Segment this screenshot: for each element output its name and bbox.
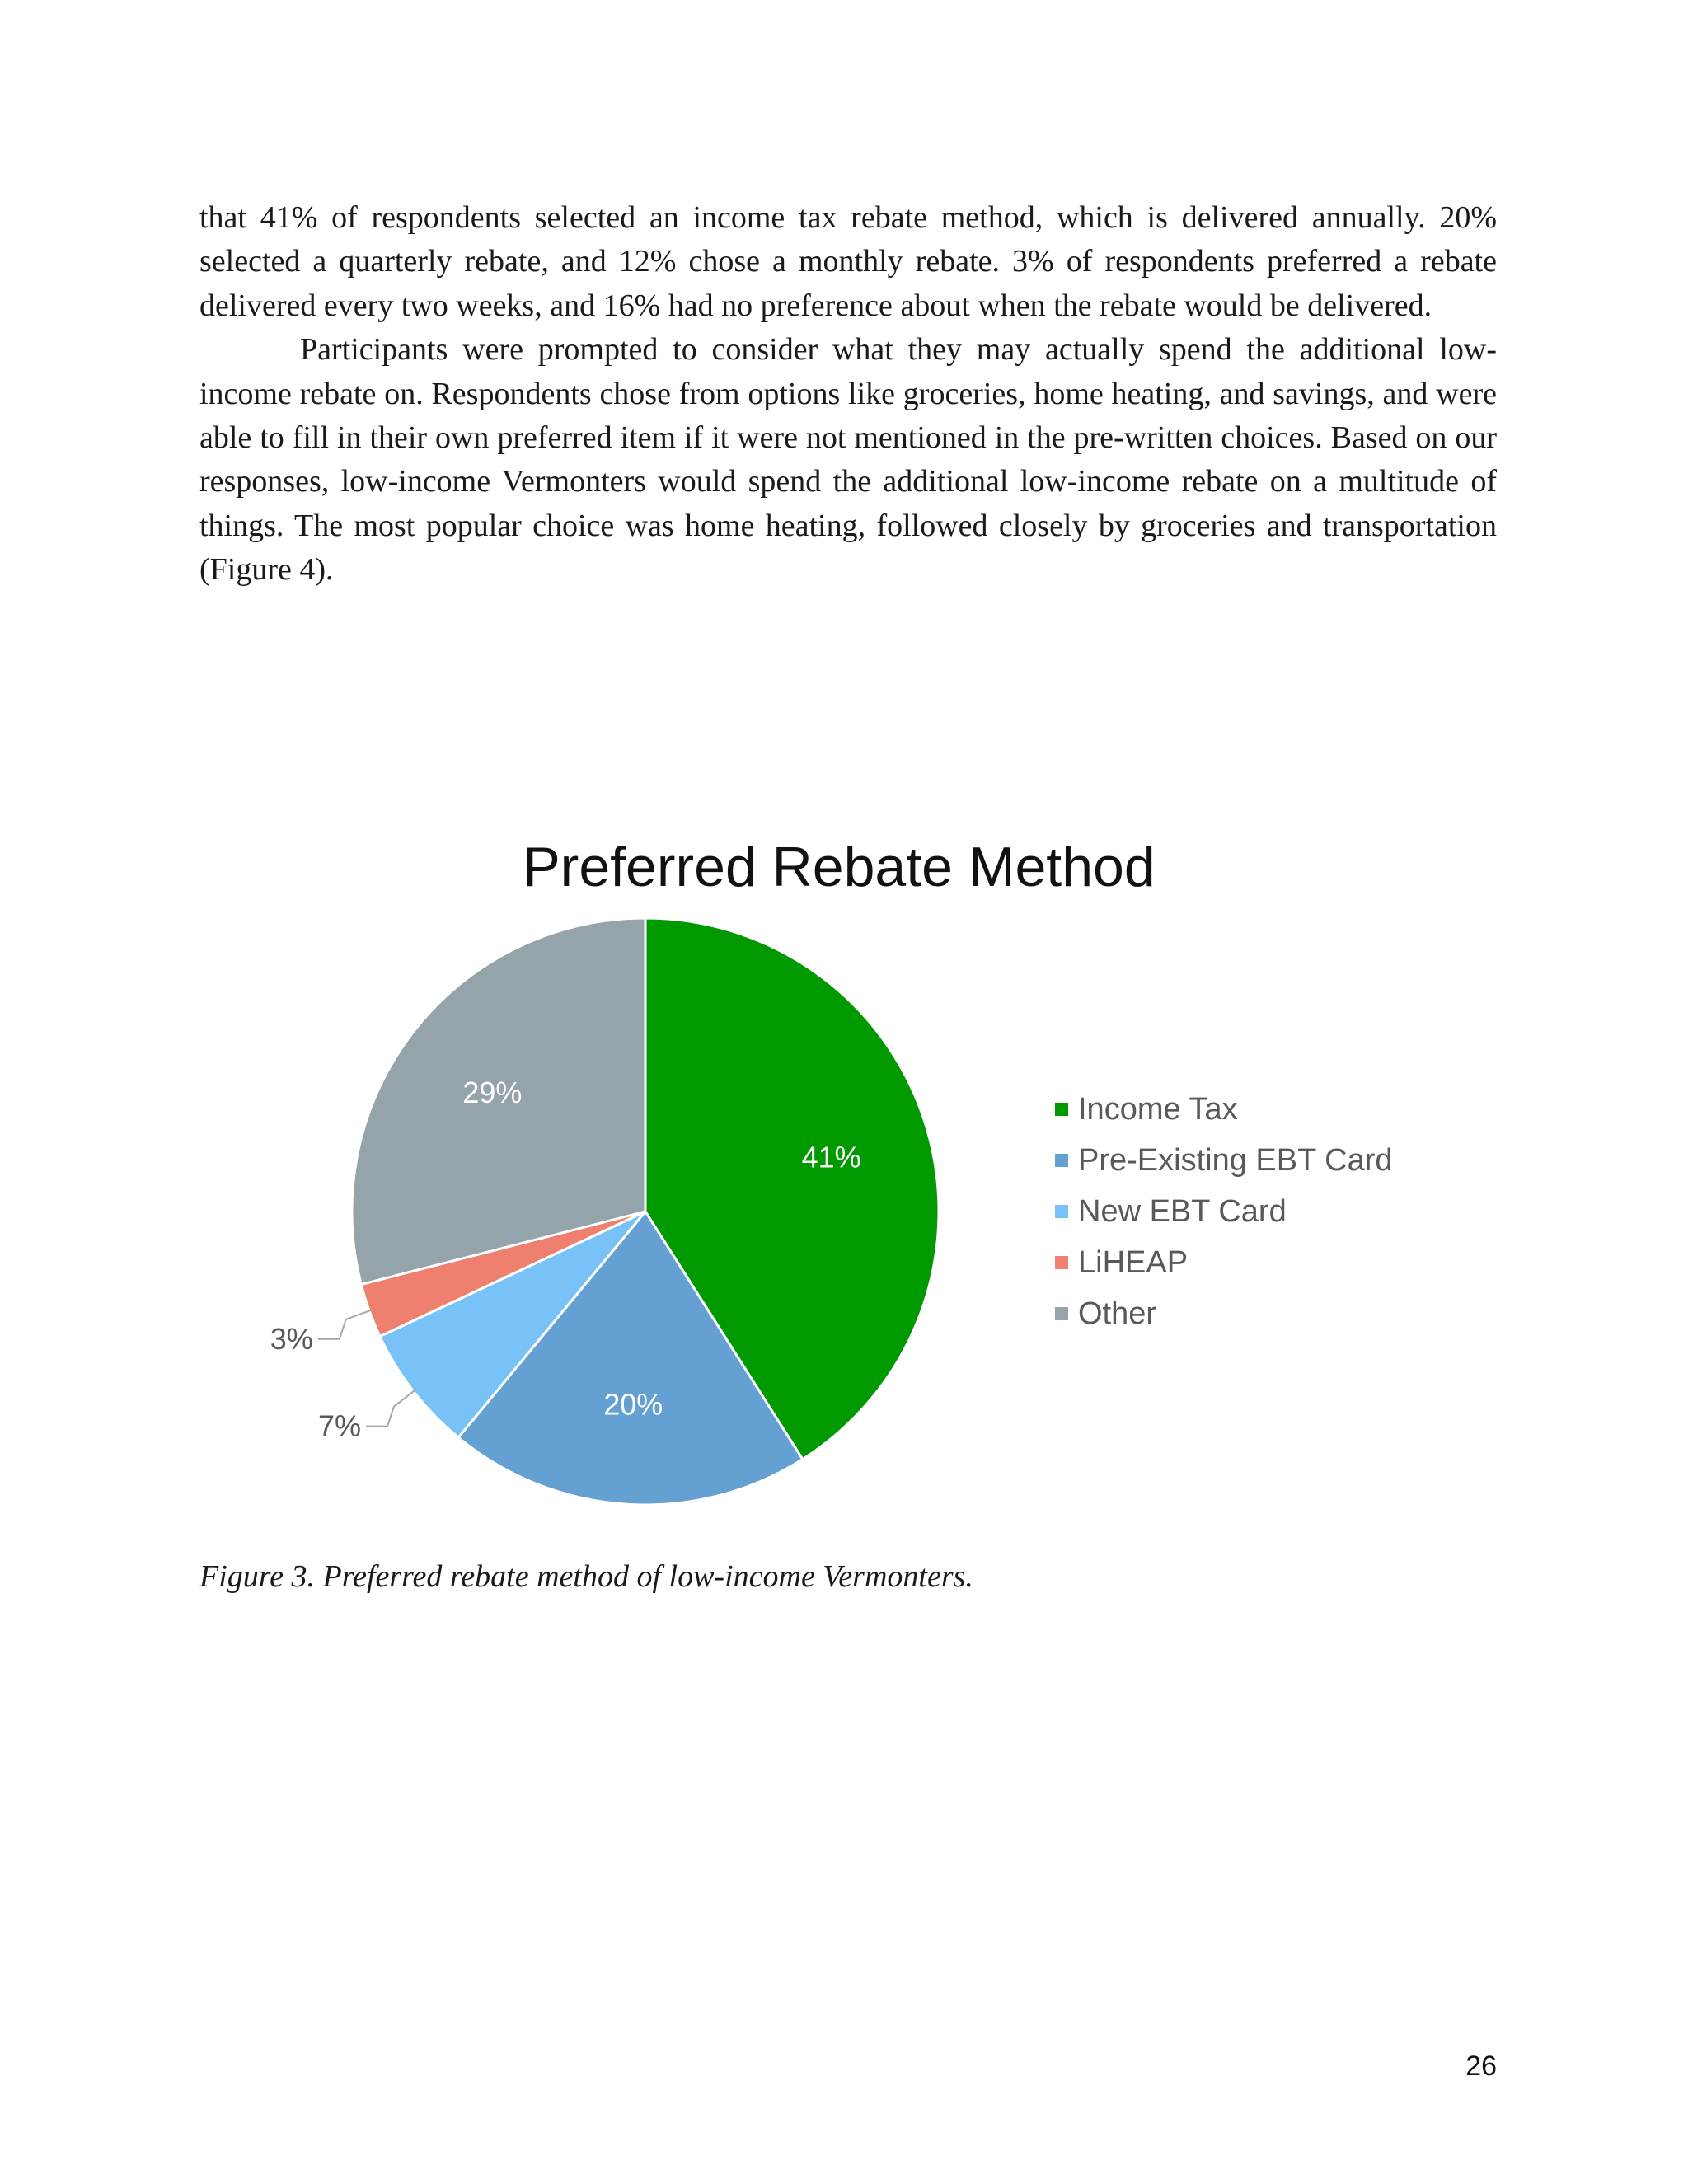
legend-label-new-ebt-card: New EBT Card (1078, 1194, 1287, 1229)
pie-chart-svg (247, 816, 1484, 1541)
legend (1055, 1092, 1393, 1331)
legend-label-pre-existing-ebt-card: Pre-Existing EBT Card (1078, 1143, 1393, 1178)
slice-label-other: 29% (462, 1075, 523, 1109)
legend-swatch-income-tax (1055, 1103, 1068, 1116)
chart-title: Preferred Rebate Method (523, 836, 1156, 898)
pie-chart (247, 816, 1484, 1541)
legend-label-income-tax: Income Tax (1078, 1092, 1238, 1127)
legend-swatch-liheap (1055, 1256, 1068, 1269)
legend-swatch-other (1055, 1307, 1068, 1320)
legend-swatch-new-ebt-card (1055, 1205, 1068, 1218)
legend-label-other: Other (1078, 1296, 1157, 1331)
legend-swatch-pre-existing-ebt-card (1055, 1154, 1068, 1167)
slice-label-income-tax: 41% (801, 1140, 861, 1174)
slice-label-new-ebt-card: 7% (317, 1408, 362, 1443)
paragraph-1: that 41% of respondents selected an income tax rebate method, which is delivered annually. 20% selected a quarterly rebate, and 12% chose a monthly rebate. 3% of respondents preferred a rebate delivered every two weeks, and 16% had no preference about when the rebate would be delivered. (199, 200, 1497, 323)
paragraph-2: Participants were prompted to consider what they may actually spend the additional low-income rebate on. Respondents chose from options like groceries, home heating, and savings, and were able to fill in their own preferred item if it were not mentioned in the pre-written choices. Based on our responses, low-income Vermonters would spend the additional low-income rebate on a multitude of things. The most popular choice was home heating, followed closely by groceries and transportation (Figure 4). (199, 332, 1497, 588)
figure-caption: Figure 3. Preferred rebate method of low-income Vermonters. (199, 1559, 973, 1594)
slice-label-pre-existing-ebt-card: 20% (603, 1387, 663, 1422)
leader-line-liheap (318, 1310, 373, 1339)
body-text (199, 196, 1497, 593)
page-number: 26 (1465, 2050, 1497, 2082)
leader-line-new-ebt-card (366, 1390, 416, 1427)
slice-label-liheap: 3% (270, 1321, 313, 1356)
legend-label-liheap: LiHEAP (1078, 1245, 1189, 1280)
